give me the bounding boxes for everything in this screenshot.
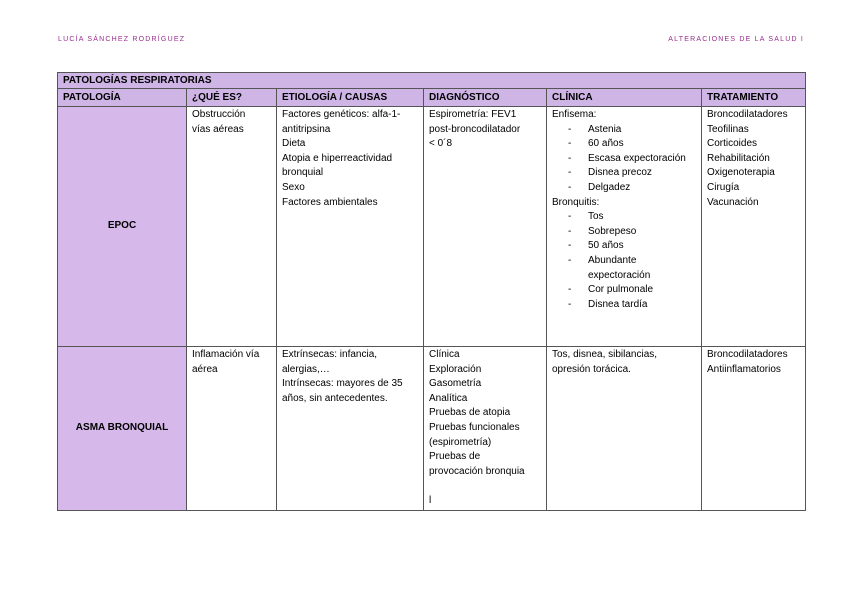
cell-line: < 0´8 — [429, 138, 453, 150]
table-row — [58, 347, 806, 511]
cell-line: Analítica — [429, 392, 468, 404]
cell-line: Broncodilatadores — [707, 349, 788, 360]
cell-line: Pruebas de — [429, 451, 481, 463]
respiratory-pathologies-table — [57, 72, 806, 511]
cell-line: Pruebas de atopia — [429, 407, 511, 419]
cell-line: antitripsina — [282, 123, 331, 135]
list-item: - 50 años — [568, 240, 624, 252]
header-subject: ALTERACIONES DE LA SALUD I — [668, 36, 804, 43]
pathology-name: EPOC — [58, 107, 187, 347]
cell-line: vías aéreas — [192, 123, 244, 135]
pathology-name: ASMA BRONQUIAL — [58, 347, 187, 511]
table-row — [58, 107, 806, 347]
clinic-cell — [547, 347, 702, 511]
cell-line: Intrínsecas: mayores de 35 — [282, 378, 403, 390]
clinic-group-title: Enfisema: — [552, 109, 597, 120]
cell-line: Broncodilatadores — [707, 109, 788, 120]
cell-line: Clínica — [429, 349, 460, 360]
diagnosis-cell — [424, 347, 547, 511]
cell-line: Factores ambientales — [282, 196, 378, 208]
diagnosis-cell — [424, 107, 547, 347]
cell-line: Tos, disnea, sibilancias, — [552, 349, 658, 360]
cell-line: Cirugía — [707, 181, 740, 193]
cell-line: aérea — [192, 363, 218, 375]
cell-line: post-broncodilatador — [429, 123, 521, 135]
cell-line: Factores genéticos: alfa-1- — [282, 109, 401, 120]
list-item: - Astenia — [568, 123, 622, 135]
spacer — [429, 479, 541, 494]
cell-line: Gasometría — [429, 378, 482, 390]
cell-line: provocación bronquia — [429, 465, 525, 477]
cell-line: años, sin antecedentes. — [282, 392, 388, 404]
list-item: - Cor pulmonale — [568, 284, 654, 296]
cell-line: bronquial — [282, 167, 324, 179]
cell-line: Corticoides — [707, 138, 758, 150]
column-header-what: ¿QUÉ ES? — [187, 89, 277, 107]
cell-line: Rehabilitación — [707, 152, 770, 164]
cell-line: Exploración — [429, 363, 482, 375]
cell-line: l — [429, 494, 432, 506]
column-header-pathology: PATOLOGÍA — [58, 89, 187, 107]
cell-line: Antiinflamatorios — [707, 363, 781, 375]
cell-line: opresión torácica. — [552, 363, 631, 375]
column-header-causes: ETIOLOGÍA / CAUSAS — [277, 89, 424, 107]
list-item: - Abundante expectoración — [568, 254, 651, 281]
clinic-list-enfisema — [552, 123, 696, 196]
list-item: - Disnea precoz — [568, 167, 652, 179]
treatment-cell — [702, 107, 806, 347]
cell-line: Teofilinas — [707, 123, 749, 135]
treatment-cell — [702, 347, 806, 511]
cell-line: Inflamación vía — [192, 349, 260, 360]
table-header-row — [58, 89, 806, 107]
cell-line: alergias,… — [282, 363, 330, 375]
header-author: LUCÍA SÁNCHEZ RODRÍGUEZ — [58, 36, 186, 43]
list-item: - Tos — [568, 211, 604, 223]
cell-line: Dieta — [282, 138, 306, 150]
cell-line: Oxigenoterapia — [707, 167, 775, 179]
cell-line: Espirometría: FEV1 — [429, 109, 517, 120]
column-header-treatment: TRATAMIENTO — [702, 89, 806, 107]
list-item: - Escasa expectoración — [568, 152, 686, 164]
cell-line: Pruebas funcionales — [429, 421, 520, 433]
list-item: - 60 años — [568, 138, 624, 150]
list-item: - Sobrepeso — [568, 225, 637, 237]
cell-line: (espirometría) — [429, 436, 492, 448]
list-item: - Delgadez — [568, 181, 631, 193]
what-cell — [187, 347, 277, 511]
cell-line: Extrínsecas: infancia, — [282, 349, 378, 360]
table-title: PATOLOGÍAS RESPIRATORIAS — [58, 73, 806, 89]
cell-line: Vacunación — [707, 196, 759, 208]
causes-cell — [277, 347, 424, 511]
clinic-cell — [547, 107, 702, 347]
clinic-group-title: Bronquitis: — [552, 196, 600, 208]
list-item: - Disnea tardía — [568, 298, 648, 310]
clinic-list-bronquitis — [552, 210, 696, 312]
column-header-clinic: CLÍNICA — [547, 89, 702, 107]
table-title-row — [58, 73, 806, 89]
what-cell — [187, 107, 277, 347]
causes-cell — [277, 107, 424, 347]
cell-line: Obstrucción — [192, 109, 246, 120]
column-header-diagnosis: DIAGNÓSTICO — [424, 89, 547, 107]
cell-line: Atopia e hiperreactividad — [282, 152, 393, 164]
cell-line: Sexo — [282, 181, 305, 193]
